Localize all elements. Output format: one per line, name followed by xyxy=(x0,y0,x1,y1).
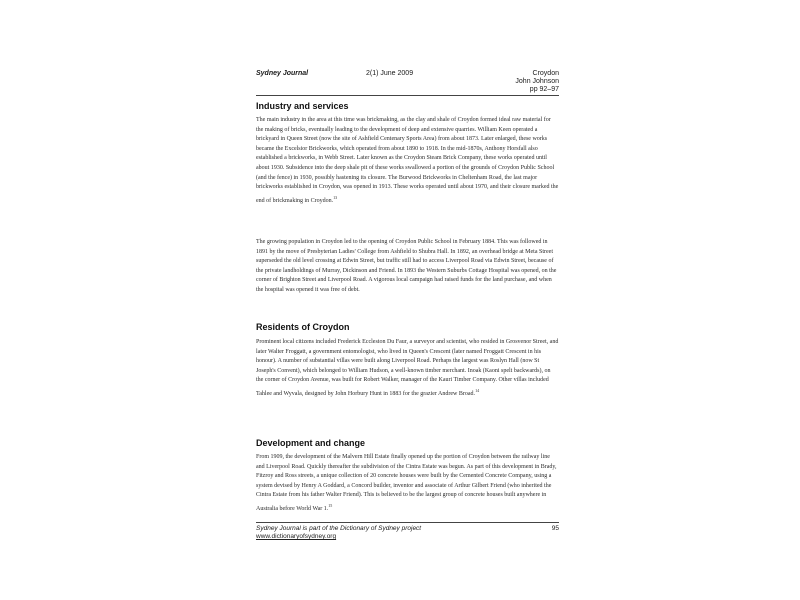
journal-title: Sydney Journal xyxy=(256,70,309,77)
header-meta xyxy=(515,70,559,94)
paragraph-development-1: From 1909, the development of the Malvern Hill Estate finally opened up the portion of Croydon between the railway line and Liverpool Road. Quickly thereafter the subdivision of the Cintra Estate was begun. As part of this development in Brady, Fitzroy and Ross streets, a unique collection of 20 concrete houses were built by the Cemented Concrete Company, using a system devised by Henry A Goddard, a Concord builder, inventor and associate of Arthur Gilbert Friend (who inherited the Cintra Estate from his father Walter Friend). This is believed to be the largest group of concrete houses built anywhere in Australia before World War 1.15 xyxy=(256,454,557,512)
document-page xyxy=(256,70,559,575)
page-range: pp 92–97 xyxy=(529,86,559,93)
header-rule xyxy=(256,95,559,96)
issue-date: 2(1) June 2009 xyxy=(366,70,414,77)
paragraph-industry-2: The growing population in Croydon led to the opening of Croydon Public School in February 1884. This was followed in 1891 by the move of Presbyterian Ladies' College from Ashfield to Shubra Hall. In 1892, an overhead bridge at Meta Street superseded the old level crossing at Edwin Street, but traffic still had to access Liverpool Road via Edwin Street, because of the private landholdings of Murray, Dickinson and Friend. In 1893 the Western Suburbs Cottage Hospital was opened, on the corner of Brighton Street and Liverpool Road. A vigorous local campaign had raised funds for the land purchase, and when the hospital was opened it was free of debt. xyxy=(256,239,557,293)
paragraph-industry-1: The main industry in the area at this time was brickmaking, as the clay and shale of Croydon formed ideal raw material for the making of bricks, eventually leading to the development of deep and extensive quarries. William Keen operated a brickyard in Queen Street (now the site of Ashfield Centenary Sports Area) from about 1873. Later enlarged, these works became the Excelsior Brickworks, which operated from about 1890 to 1918. In the mid-1870s, Anthony Horsfall also established a brickworks, in Webb Street. Later known as the Croydon Steam Brick Company, these works operated until about 1930. Subsidence into the deep shale pit of these works swallowed a portion of the grounds of Croydon Public School (and the fence) in 1930, possibly hastening its closure. The Burwood Brickworks in Cheltenham Road, the last major brickworks established in Croydon, was opened in 1913. These works operated until about 1970, and their closure marked the end of brickmaking in Croydon.$^{13}$ xyxy=(256,117,559,204)
author-name: John Johnson xyxy=(515,78,559,85)
place-name: Croydon xyxy=(532,70,559,77)
footer-rule xyxy=(256,522,559,523)
section-heading-residents: Residents of Croydon xyxy=(256,322,350,332)
page-number: 95 xyxy=(551,525,559,532)
footnote-ref[interactable]: 15 xyxy=(328,502,333,508)
footnote-ref[interactable]: 13 xyxy=(333,194,338,200)
section-heading-development: Development and change xyxy=(256,438,366,448)
footnote-ref[interactable]: 14 xyxy=(475,387,480,393)
footer-link[interactable]: www.dictionaryofsydney.org xyxy=(256,533,337,540)
page-footer xyxy=(256,525,559,541)
footer-credit: Sydney Journal is part of the Dictionary of Sydney project xyxy=(256,525,422,532)
section-heading-industry: Industry and services xyxy=(256,101,349,111)
paragraph-residents-1: Prominent local citizens included Frederick Eccleston Du Faur, a surveyor and scientist, who resided in Grosvenor Street, and later Walter Froggatt, a government entomologist, who lived in Queen's Crescent (later named Froggatt Crescent in his honour). A number of substantial villas were built along Liverpool Road. Perhaps the largest was Roslyn Hall (now St Joseph's Convent), which belonged to William Hudson, a well-known timber merchant. Inoak (Kaoni spelt backwards), on the corner of Croydon Avenue, was built for Robert Walker, manager of the Kauri Timber Company. Other villas included Tahlee and Wyvala, designed by John Horbury Hunt in 1883 for the grazier Andrew Broad.$^{14}$ xyxy=(256,339,559,397)
